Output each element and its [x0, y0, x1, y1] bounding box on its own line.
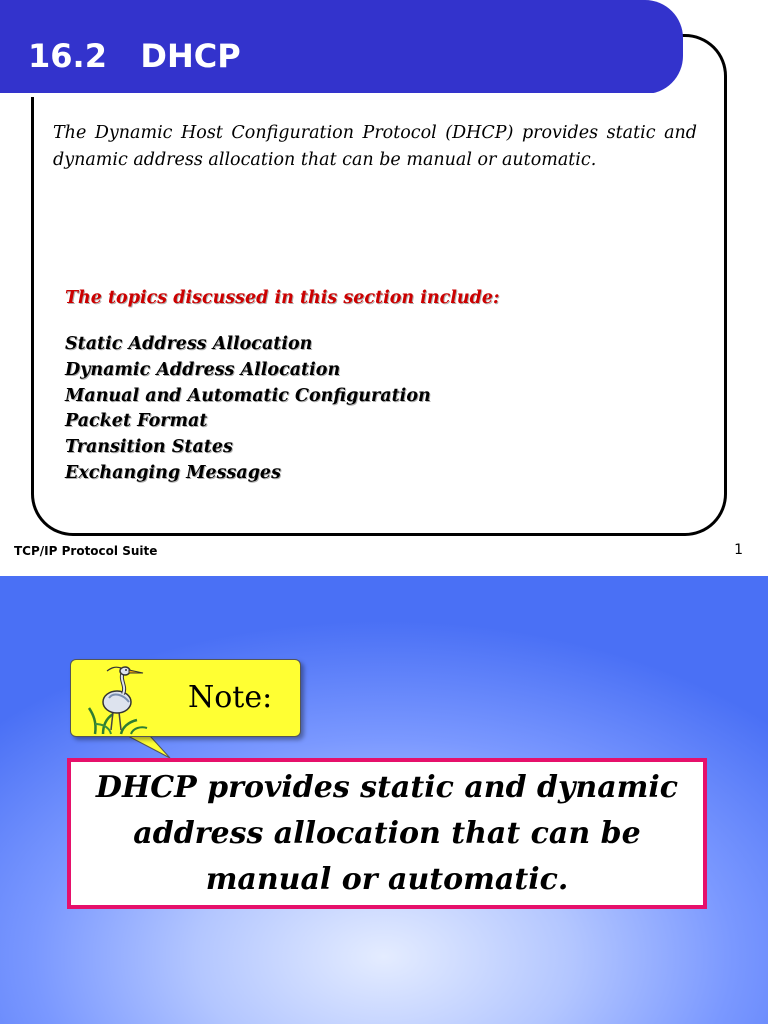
heron-icon [81, 662, 151, 736]
title-underline [0, 93, 676, 97]
topic-item: Dynamic Address Allocation [65, 359, 341, 380]
topic-item: Transition States [65, 437, 233, 458]
intro-paragraph: The Dynamic Host Configuration Protocol (DHCP) provides static and dynamic address allocation that can be manual or automatic. [53, 123, 697, 170]
topic-item: Exchanging Messages [65, 462, 281, 483]
page-number: 1 [734, 542, 743, 558]
note-box [67, 758, 707, 909]
topic-item: Static Address Allocation [65, 334, 313, 354]
note-callout [70, 659, 301, 737]
note-body: DHCP provides static and dynamic address allocation that can be manual or automatic. [95, 769, 679, 897]
slide-title: 16.2 DHCP [28, 37, 241, 75]
topics-heading: The topics discussed in this section include: [65, 288, 500, 308]
topic-item: Packet Format [65, 411, 208, 432]
topics-list [65, 332, 431, 487]
title-bar [0, 0, 683, 94]
note-label: Note: [188, 680, 273, 715]
footer-source: TCP/IP Protocol Suite [14, 544, 158, 558]
topic-item: Manual and Automatic Configuration [65, 385, 431, 406]
slide-2 [0, 576, 768, 1024]
